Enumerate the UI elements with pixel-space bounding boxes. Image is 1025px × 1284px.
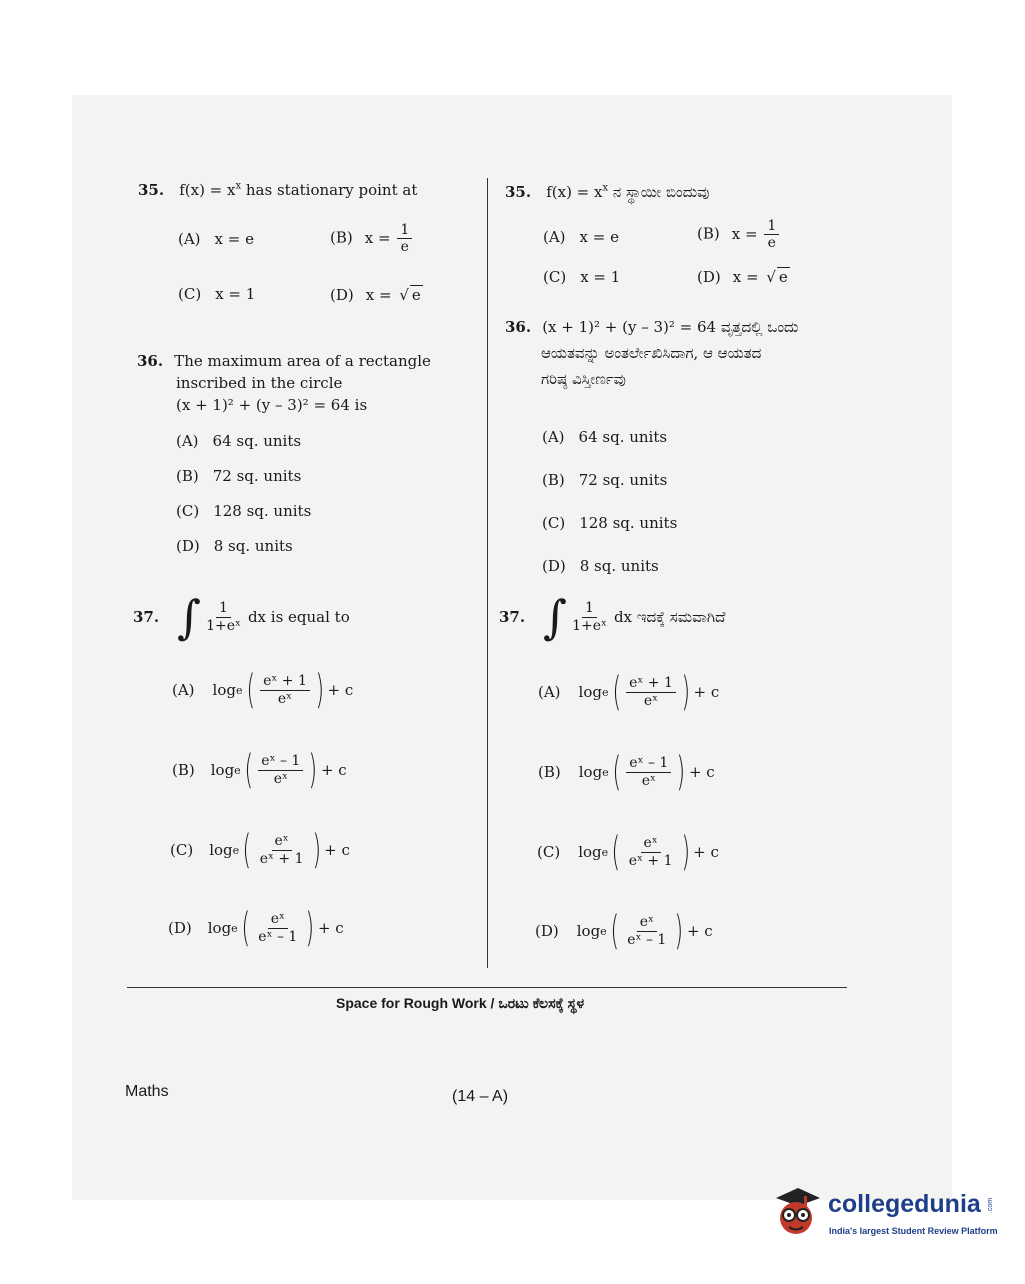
rough-work-label: Space for Rough Work / ಒರಟು ಕೆಲಸಕ್ಕೆ ಸ್ಥಳ [336,995,585,1011]
brand-name: collegedunia [828,1190,981,1218]
right-q37-option-a: (A) log e ( $\frac{\text{eˣ + 1}}{\text{eˣ}}$ ) + c [538,669,720,715]
right-q35-option-d: (D) x = √ e [697,268,788,286]
right-q35-option-a: (A) x = e [543,228,619,246]
right-q36-option-c: (C) 128 sq. units [542,514,678,532]
brand-domain: .com [987,1197,995,1214]
footer-rule [127,987,847,988]
page-number: (14 – A) [452,1088,509,1105]
subject-label: Maths [125,1083,169,1100]
left-q36-option-d: (D) 8 sq. units [176,537,293,555]
right-q37-option-d: (D) log e ( $\frac{\text{eˣ}}{\text{eˣ – 1}}$ ) + c [535,908,713,954]
left-q37-option-b: (B) log e ( $\frac{\text{eˣ – 1}}{\text{eˣ}}$ ) + c [172,747,347,793]
left-q37-option-a: (A) log e ( $\frac{\text{eˣ + 1}}{\text{eˣ}}$ ) + c [172,667,354,713]
right-q37-option-b: (B) log e ( $\frac{\text{eˣ – 1}}{\text{eˣ}}$ ) + c [538,749,715,795]
right-q36-stem: 36. (x + 1)² + (y – 3)² = 64 ವೃತ್ತದಲ್ಲಿ ಒಂದು ಆಯತವನ್ನು ಅಂತರ್ಲೇಖಿಸಿದಾಗ, ಆ ಆಯತದ ಗರಿಷ್ಠ ವಿಸ್ತೀರ್ಣವು [505,318,799,388]
right-q36-option-a: (A) 64 sq. units [542,428,668,446]
right-q35-stem: 35. $f(x) = x^x$ ನ ಸ್ಥಾಯೀ ಬಿಂದುವು [505,182,710,201]
left-q37-stem: 37. ∫ $\frac{1}{\text{1+eˣ}}$ dx is equal to [133,590,350,644]
integral-sign: ∫ [177,590,202,644]
right-q36-option-d: (D) 8 sq. units [542,557,659,575]
left-q35-stem: 35. $f(x) = x^x$ has stationary point at [138,180,418,199]
left-q35-option-a: (A) x = e [178,230,254,248]
brand-tagline: India's largest Student Review Platform [829,1226,998,1236]
left-q36-option-b: (B) 72 sq. units [176,467,302,485]
exam-sheet [72,95,952,1200]
left-q35-option-c: (C) x = 1 [178,285,256,303]
right-q37-option-c: (C) log e ( $\frac{\text{eˣ}}{\text{eˣ + 1}}$ ) + c [537,829,719,875]
left-q35-option-b: (B) x = $\frac{1}{e}$ [330,222,414,255]
left-q36-option-a: (A) 64 sq. units [176,432,302,450]
left-q37-option-c: (C) log e ( $\frac{\text{eˣ}}{\text{eˣ + 1}}$ ) + c [170,827,350,873]
right-q35-option-b: (B) x = $\frac{1}{e}$ [697,218,781,251]
column-divider [487,178,488,968]
left-q36-stem: 36. The maximum area of a rectangle inscribed in the circle (x + 1)² + (y – 3)² = 64 is [137,352,431,414]
right-q35-option-c: (C) x = 1 [543,268,621,286]
left-q35-option-d: (D) x = √ e [330,286,421,304]
right-q36-option-b: (B) 72 sq. units [542,471,668,489]
collegedunia-logo-icon [768,1184,824,1240]
left-q37-option-d: (D) log e ( $\frac{\text{eˣ}}{\text{eˣ – 1}}$ ) + c [168,905,344,951]
left-q36-option-c: (C) 128 sq. units [176,502,312,520]
integral-sign: ∫ [543,590,568,644]
right-q37-stem: 37. ∫ $\frac{1}{\text{1+eˣ}}$ dx ಇದಕ್ಕೆ ಸಮವಾಗಿದೆ [499,590,726,644]
